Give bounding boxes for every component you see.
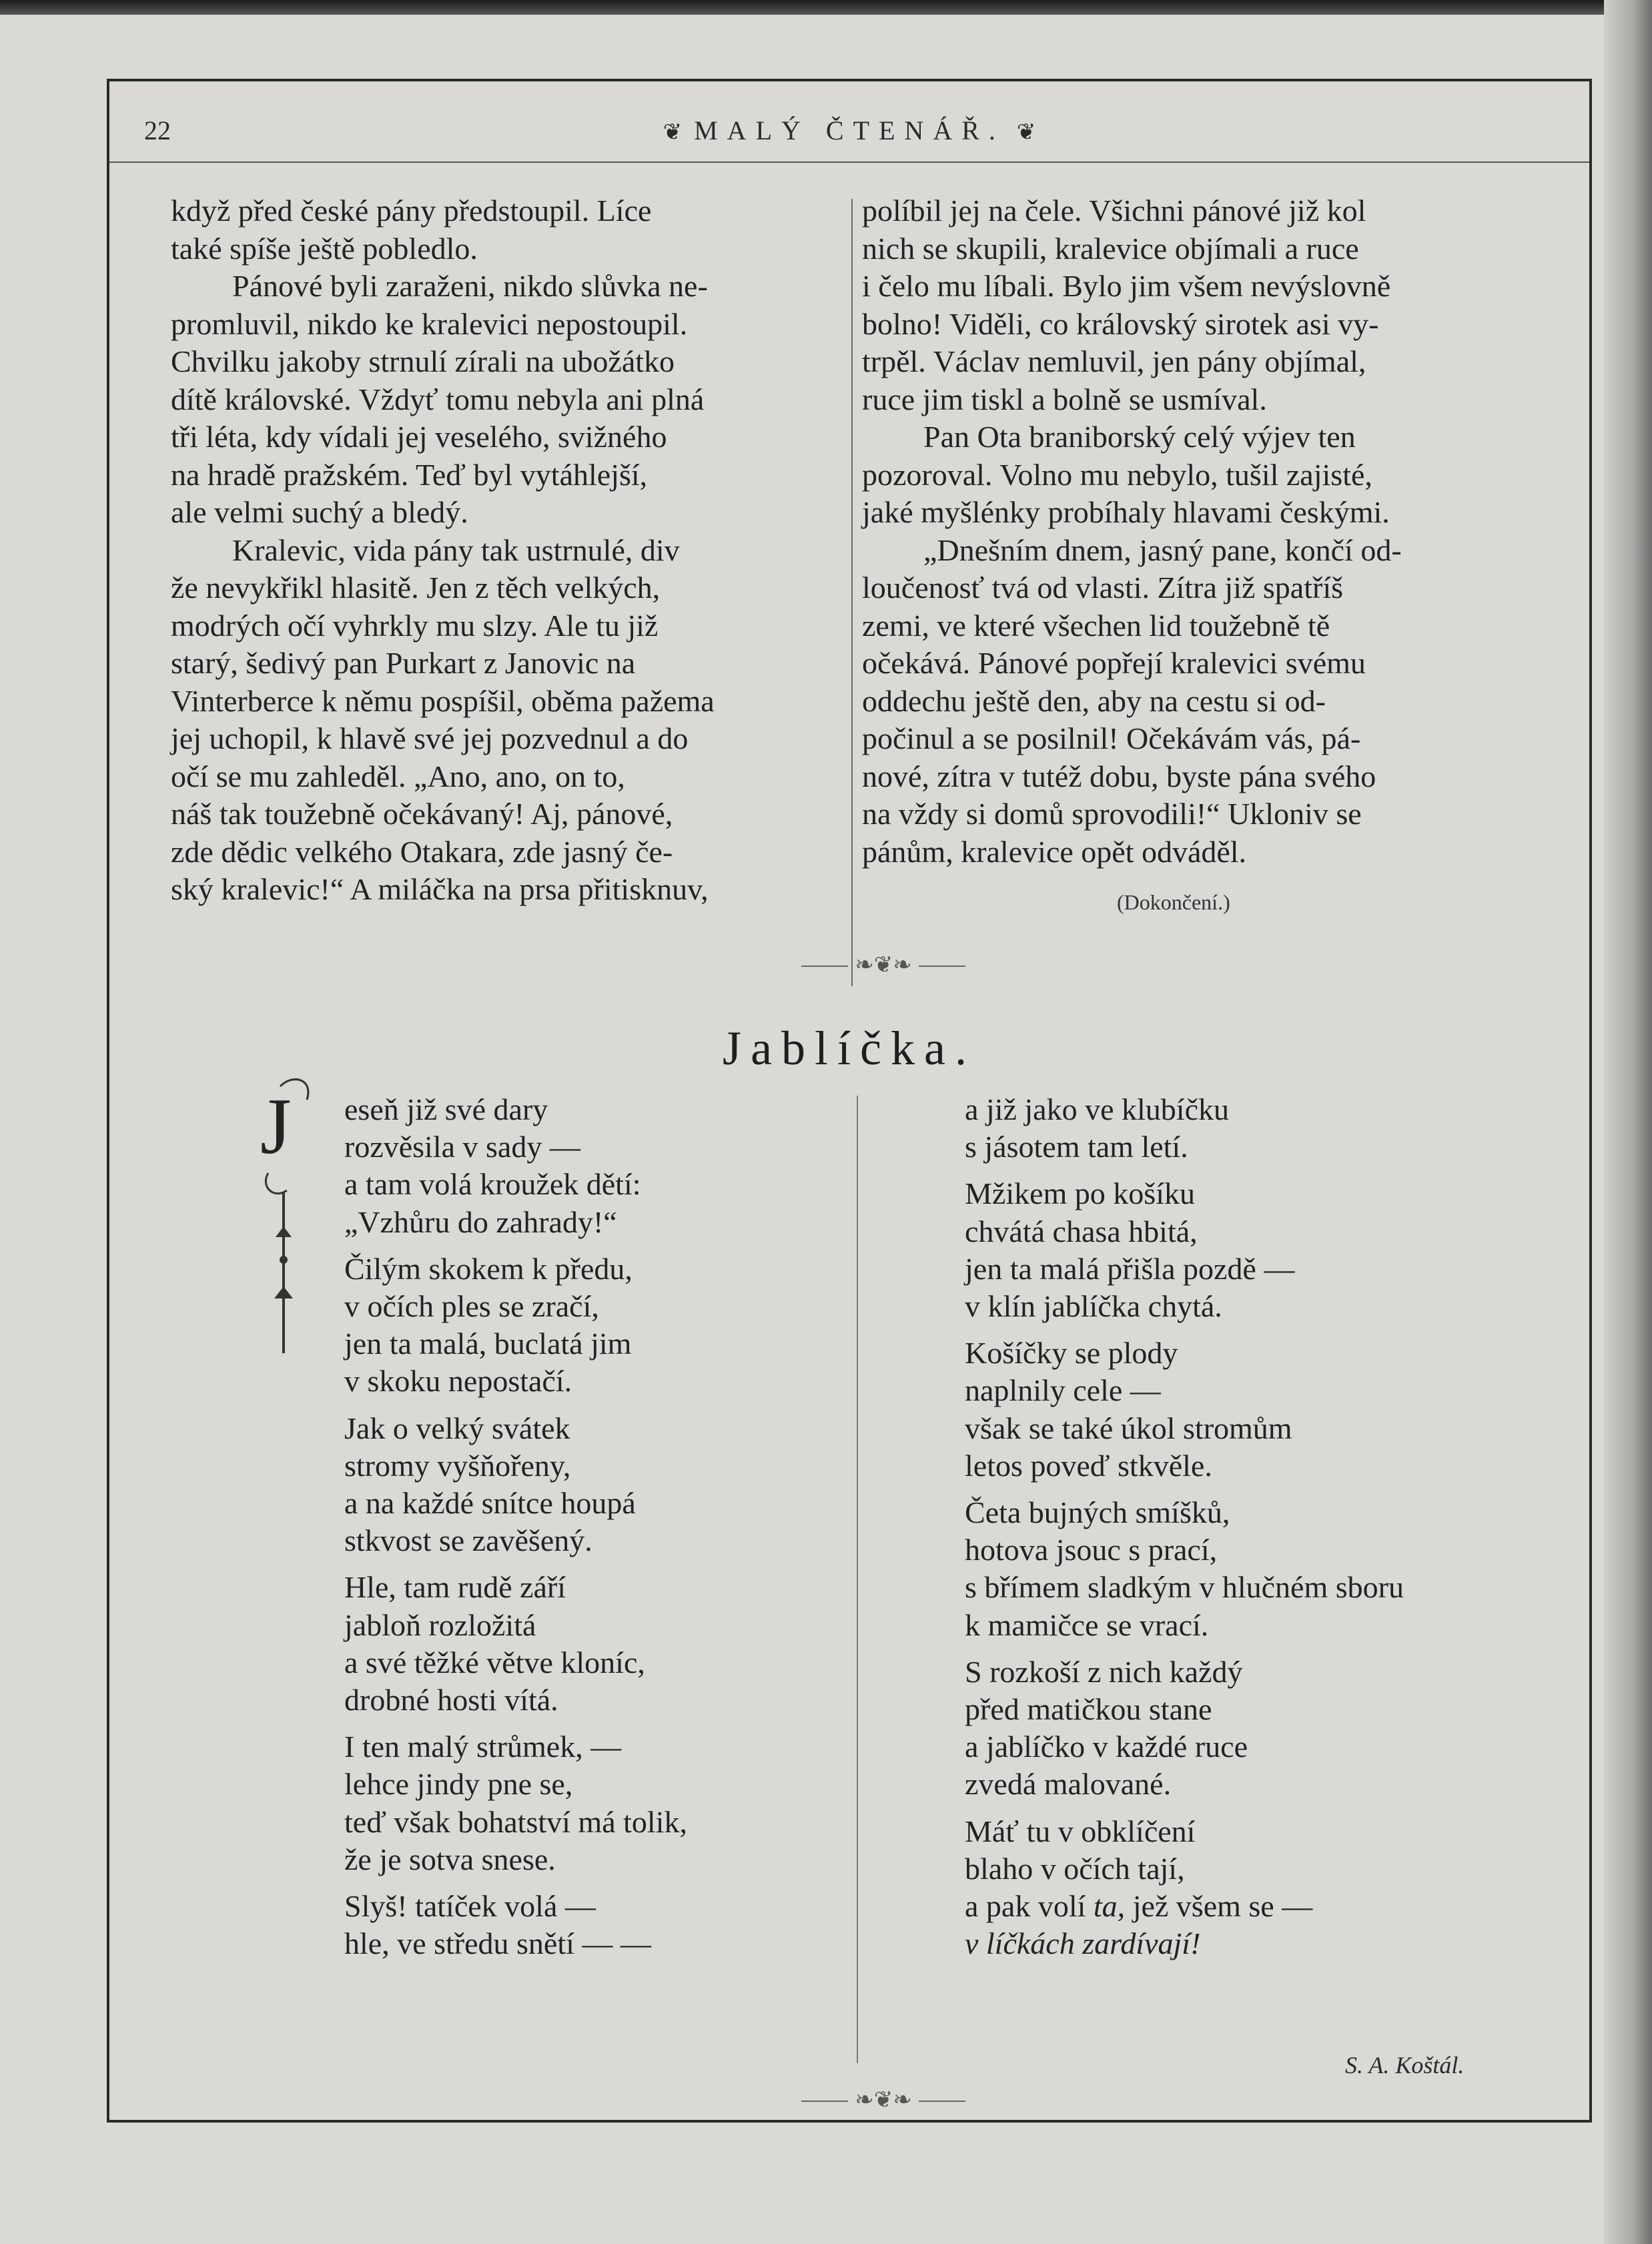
story-left-column <box>171 192 845 909</box>
stanza <box>344 1410 945 1560</box>
text-line: bolno! Viděli, co královský sirotek asi vy- <box>862 306 1379 341</box>
verse-line <box>965 1888 1619 1925</box>
text-line: i čelo mu líbali. Bylo jim všem nevýslovně <box>862 269 1391 303</box>
text-line: starý, šedivý pan Purkart z Janovic na <box>171 646 636 680</box>
text-line: pozoroval. Volno mu nebylo, tušil zajisté, <box>862 457 1372 492</box>
text-line: dítě královské. Vždyť tomu nebyla ani plná <box>171 382 705 416</box>
paragraph <box>171 532 845 909</box>
verse-line: letos poveď stkvěle. <box>965 1448 1212 1483</box>
poem-right-column <box>965 1091 1619 1972</box>
text-line: nové, zítra v tutéž dobu, byste pána svého <box>862 759 1376 793</box>
stanza <box>344 1728 945 1878</box>
header-ornament-left-icon: ❦ <box>663 120 683 145</box>
verse-line: hle, ve středu snětí — — <box>344 1926 651 1961</box>
text-line: že nevykřikl hlasitě. Jen z těch velkých, <box>171 571 661 605</box>
end-divider-ornament-icon: ❧❦❧ <box>783 2087 983 2113</box>
text-line: na hradě pražském. Teď byl vytáhlejší, <box>171 457 648 492</box>
paragraph <box>171 268 845 532</box>
verse-line: stkvost se zavěšený. <box>344 1523 592 1558</box>
scan-edge <box>0 0 1652 15</box>
verse-line: v očích ples se zračí, <box>344 1289 599 1324</box>
verse-line: „Vzhůru do zahrady!“ <box>344 1204 617 1239</box>
text-line: počinul a se posilnil! Očekávám vás, pá- <box>862 721 1361 755</box>
paragraph <box>862 532 1537 871</box>
drop-cap-letter: J <box>260 1082 292 1170</box>
text-line: když před české pány předstoupil. Líce <box>171 194 652 228</box>
verse-line: teď však bohatství má tolik, <box>344 1804 687 1839</box>
header-ornament-right-icon: ❦ <box>1016 120 1036 145</box>
running-header <box>109 101 1589 163</box>
verse-line: zvedá malované. <box>965 1767 1172 1802</box>
poem-left-column <box>344 1091 945 1972</box>
verse-line: v klín jablíčka chytá. <box>965 1289 1222 1324</box>
text-line: jej uchopil, k hlavě své jej pozvednul a do <box>171 721 689 755</box>
verse-line: Čilým skokem k předu, <box>344 1251 633 1286</box>
verse-line: hotova jsouc s prací, <box>965 1533 1218 1567</box>
text-line: políbil jej na čele. Všichni pánové již kol <box>862 194 1366 228</box>
verse-line: rozvěsila v sady — <box>344 1130 580 1164</box>
verse-line: že je sotva snese. <box>344 1842 556 1876</box>
poem-column-rule <box>857 1096 858 2063</box>
verse-line: a jablíčko v každé ruce <box>965 1730 1248 1764</box>
poem-author: S. A. Koštál. <box>1345 2052 1465 2079</box>
verse-line: naplnily cele — <box>965 1373 1161 1408</box>
paragraph <box>171 192 845 268</box>
verse-line: Slyš! tatíček volá — <box>344 1889 596 1924</box>
text-line: také spíše ještě pobledlo. <box>171 231 478 266</box>
story-right-column <box>862 192 1537 871</box>
text-line: Pan Ota braniborský celý výjev ten <box>923 420 1356 454</box>
stanza <box>965 1175 1619 1325</box>
text-line: modrých očí vyhrkly mu slzy. Ale tu již <box>171 608 659 643</box>
page-frame <box>107 79 1592 2123</box>
text-line: očekává. Pánové popřejí kralevici svému <box>862 646 1366 680</box>
verse-line: v skoku nepostačí. <box>344 1364 572 1399</box>
running-title-wrap <box>109 115 1589 146</box>
text-line: na vždy si domů sprovodili!“ Ukloniv se <box>862 797 1362 831</box>
text-line: ský kralevic!“ A miláčka na prsa přitisknuv, <box>171 872 709 906</box>
paragraph <box>862 192 1537 418</box>
verse-line: Košíčky se plody <box>965 1336 1178 1371</box>
text-line: zde dědic velkého Otakara, zde jasný če- <box>171 834 673 869</box>
stanza <box>965 1653 1619 1804</box>
text-line: očí se mu zahleděl. „Ano, ano, on to, <box>171 759 625 793</box>
italic-word: ta, <box>1093 1889 1126 1924</box>
verse-line: a své těžké větve kloníc, <box>344 1645 645 1679</box>
stanza <box>965 1813 1619 1963</box>
verse-line: a již jako ve klubíčku <box>965 1092 1229 1126</box>
verse-line: jen ta malá, buclatá jim <box>344 1327 632 1361</box>
text-line: ruce jim tiskl a bolně se usmíval. <box>862 382 1267 416</box>
verse-line: před matičkou stane <box>965 1692 1212 1727</box>
stanza <box>965 1335 1619 1485</box>
stanza <box>344 1569 945 1719</box>
poem-title: Jablíčka. <box>723 1022 976 1075</box>
running-title: MALÝ ČTENÁŘ. <box>694 115 1005 145</box>
verse-line: v líčkách zardívají! <box>965 1926 1201 1961</box>
verse-line: s břímem sladkým v hlučném sboru <box>965 1570 1404 1605</box>
verse-line: k mamičce se vrací. <box>965 1607 1209 1642</box>
verse-line-end: jež všem se — <box>1125 1889 1313 1924</box>
verse-line: stromy vyšňořeny, <box>344 1448 571 1483</box>
stanza <box>344 1091 945 1241</box>
stanza <box>965 1091 1619 1166</box>
text-line: Vinterberce k němu pospíšil, oběma pažema <box>171 683 715 718</box>
text-line: loučenosť tvá od vlasti. Zítra již spatříš <box>862 571 1343 605</box>
paragraph <box>862 418 1537 532</box>
verse-line: jabloň rozložitá <box>344 1607 536 1642</box>
text-line: Kralevic, vida pány tak ustrnulé, div <box>232 532 680 567</box>
verse-line: eseň již své dary <box>344 1092 548 1126</box>
text-line: trpěl. Václav nemluvil, jen pány objímal, <box>862 344 1366 378</box>
stanza <box>344 1888 945 1962</box>
drop-cap-ornament-icon <box>254 1073 340 1367</box>
text-line: tři léta, kdy vídali jej veselého, svižného <box>171 420 667 454</box>
stanza <box>344 1250 945 1401</box>
verse-line: drobné hosti vítá. <box>344 1683 558 1718</box>
text-line: ale velmi suchý a bledý. <box>171 495 468 529</box>
verse-line: a na každé snítce houpá <box>344 1486 636 1521</box>
verse-line: jen ta malá přišla pozdě — <box>965 1251 1295 1286</box>
stanza <box>965 1494 1619 1644</box>
page-number: 22 <box>144 115 171 145</box>
verse-line: Mžikem po košíku <box>965 1176 1195 1211</box>
text-line: náš tak toužebně očekávaný! Aj, pánové, <box>171 797 673 831</box>
verse-line: však se také úkol stromům <box>965 1411 1292 1445</box>
text-line: oddechu ještě den, aby na cestu si od- <box>862 683 1326 718</box>
verse-line: s jásotem tam letí. <box>965 1130 1188 1164</box>
verse-line: Jak o velký svátek <box>344 1411 570 1445</box>
verse-line: Hle, tam rudě září <box>344 1570 566 1605</box>
text-line: „Dnešním dnem, jasný pane, končí od- <box>923 532 1402 567</box>
verse-line-start: a pak volí <box>965 1889 1094 1924</box>
text-line: jaké myšlénky probíhaly hlavami českými. <box>862 495 1390 529</box>
verse-line: Četa bujných smíšků, <box>965 1495 1230 1530</box>
verse-line: I ten malý strůmek, — <box>344 1730 622 1764</box>
verse-line: a tam volá kroužek dětí: <box>344 1167 641 1202</box>
text-line: Chvilku jakoby strnulí zírali na ubožátko <box>171 344 675 378</box>
verse-line: S rozkoší z nich každý <box>965 1654 1243 1689</box>
verse-line: Máť tu v obklíčení <box>965 1814 1196 1848</box>
to-be-concluded: (Dokončení.) <box>1117 890 1230 914</box>
column-rule <box>851 199 853 986</box>
text-line: Pánové byli zaraženi, nikdo slůvka ne- <box>232 269 708 303</box>
verse-line: chvátá chasa hbitá, <box>965 1214 1198 1248</box>
text-line: pánům, kralevice opět odváděl. <box>862 834 1247 869</box>
text-line: nich se skupili, kralevice objímali a ruce <box>862 231 1359 266</box>
verse-line: blaho v očích tají, <box>965 1851 1185 1886</box>
text-line: zemi, ve které všechen lid toužebně tě <box>862 608 1330 643</box>
section-divider-ornament-icon: ❧❦❧ <box>783 952 983 978</box>
verse-line: lehce jindy pne se, <box>344 1767 573 1802</box>
text-line: promluvil, nikdo ke kralevici nepostoupil. <box>171 306 688 341</box>
